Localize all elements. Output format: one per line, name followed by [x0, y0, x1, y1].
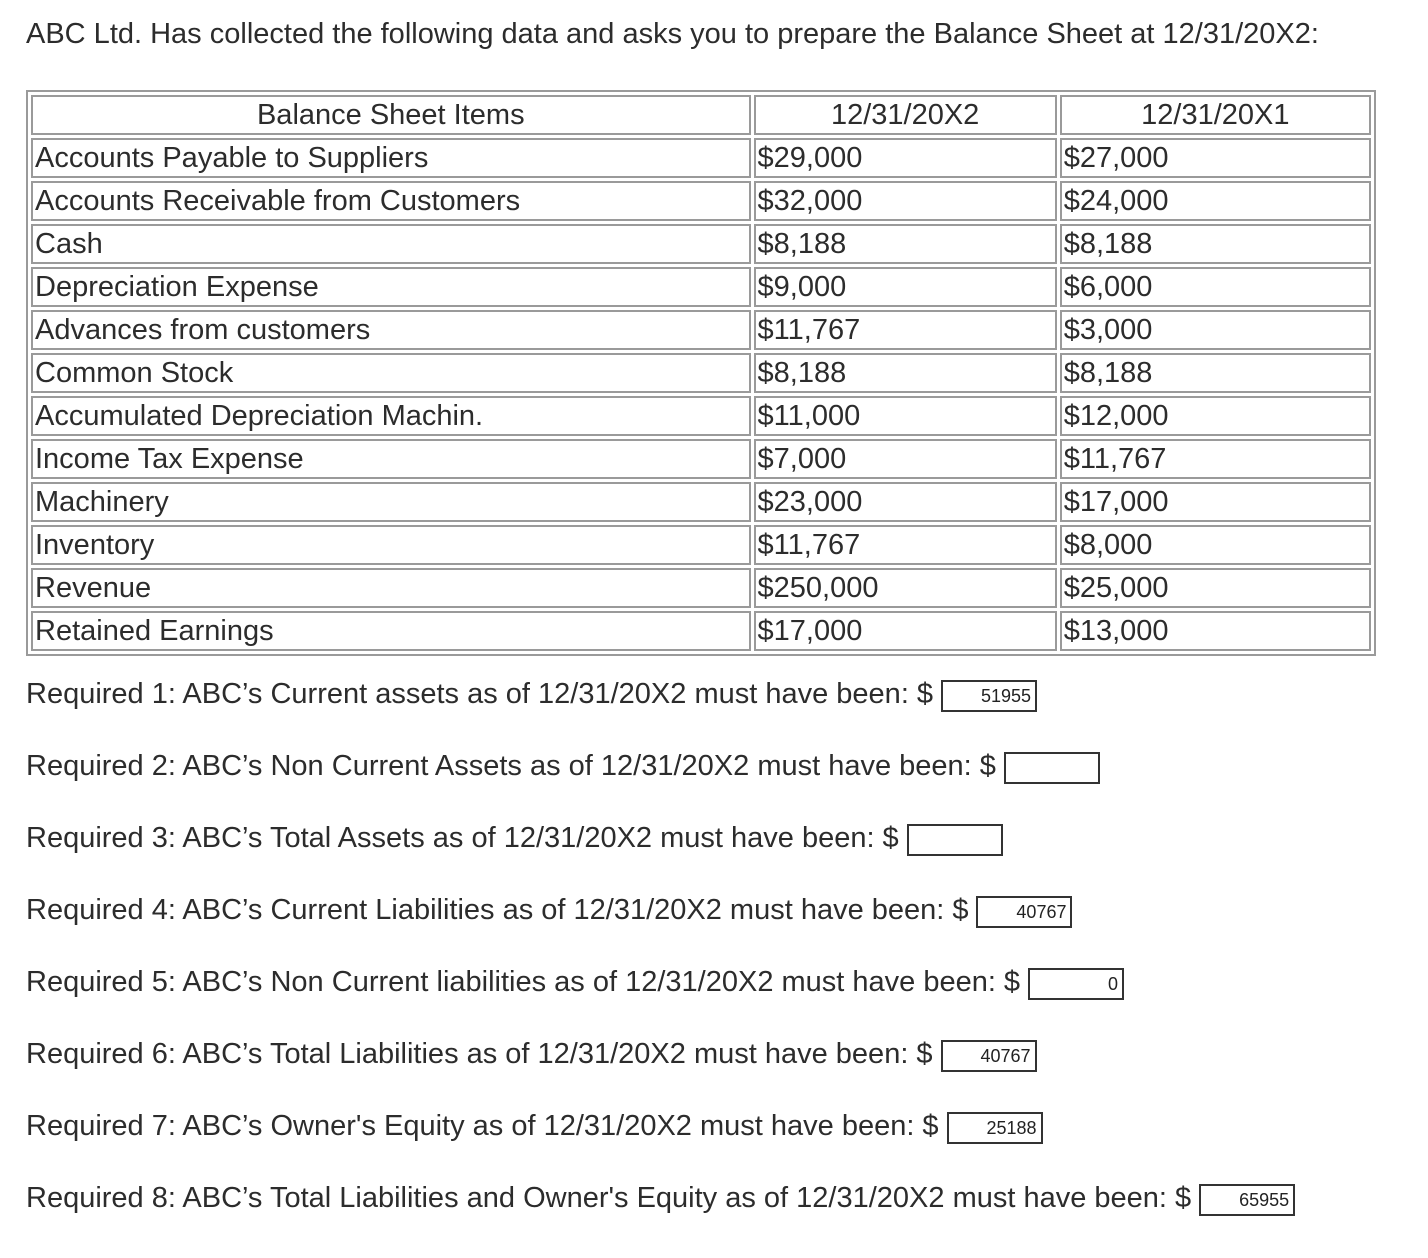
table-row — [31, 138, 1371, 178]
required-8-row — [26, 1176, 1295, 1248]
table-row — [31, 181, 1371, 221]
item-name: Accumulated Depreciation Machin. — [31, 396, 751, 436]
value-20x2: $32,000 — [754, 181, 1057, 221]
value-20x2: $11,000 — [754, 396, 1057, 436]
required-8-label: Required 8: ABC’s Total Liabilities and Owner's Equity as of 12/31/20X2 must have been: — [26, 1182, 1167, 1214]
value-20x1: $25,000 — [1060, 568, 1371, 608]
value-20x1: $12,000 — [1060, 396, 1371, 436]
required-4-label: Required 4: ABC’s Current Liabilities as of 12/31/20X2 must have been: — [26, 894, 945, 926]
dollar-sign: $ — [1174, 1182, 1192, 1214]
required-6-label: Required 6: ABC’s Total Liabilities as of 12/31/20X2 must have been: — [26, 1038, 909, 1070]
value-20x1: $8,188 — [1060, 353, 1371, 393]
required-1-answer-input[interactable]: 51955 — [941, 680, 1037, 712]
value-20x1: $6,000 — [1060, 267, 1371, 307]
dollar-sign: $ — [922, 1110, 939, 1142]
value-20x2: $8,188 — [754, 224, 1057, 264]
value-20x2: $11,767 — [754, 525, 1057, 565]
table-row — [31, 353, 1371, 393]
header-12-31-20x2: 12/31/20X2 — [754, 95, 1057, 135]
required-5-row — [26, 960, 1295, 1032]
required-8-answer-input[interactable]: 65955 — [1199, 1184, 1295, 1216]
value-20x1: $8,188 — [1060, 224, 1371, 264]
required-6-row — [26, 1032, 1295, 1104]
value-20x1: $27,000 — [1060, 138, 1371, 178]
required-1-label: Required 1: ABC’s Current assets as of 12/31/20X2 must have been: — [26, 678, 909, 710]
required-7-answer-input[interactable]: 25188 — [947, 1112, 1043, 1144]
intro-text: ABC Ltd. Has collected the following data and asks you to prepare the Balance Sheet at 12/31/20X2: — [26, 18, 1319, 50]
table-row — [31, 224, 1371, 264]
value-20x1: $3,000 — [1060, 310, 1371, 350]
required-2-answer-input[interactable] — [1004, 752, 1100, 784]
item-name: Machinery — [31, 482, 751, 522]
value-20x2: $29,000 — [754, 138, 1057, 178]
value-20x2: $8,188 — [754, 353, 1057, 393]
value-20x1: $8,000 — [1060, 525, 1371, 565]
table-row — [31, 611, 1371, 651]
required-7-label: Required 7: ABC’s Owner's Equity as of 12/31/20X2 must have been: — [26, 1110, 915, 1142]
required-5-label: Required 5: ABC’s Non Current liabilities as of 12/31/20X2 must have been: — [26, 966, 996, 998]
table-header-row — [31, 95, 1371, 135]
value-20x2: $250,000 — [754, 568, 1057, 608]
value-20x1: $24,000 — [1060, 181, 1371, 221]
dollar-sign: $ — [916, 678, 934, 710]
dollar-sign: $ — [1003, 966, 1021, 998]
dollar-sign: $ — [979, 750, 996, 782]
table-row — [31, 267, 1371, 307]
balance-sheet-table — [26, 90, 1376, 656]
item-name: Inventory — [31, 525, 751, 565]
required-2-label: Required 2: ABC’s Non Current Assets as of 12/31/20X2 must have been: — [26, 750, 972, 782]
required-1-row — [26, 672, 1295, 744]
required-3-label: Required 3: ABC’s Total Assets as of 12/31/20X2 must have been: — [26, 822, 875, 854]
table-row — [31, 439, 1371, 479]
item-name: Revenue — [31, 568, 751, 608]
item-name: Common Stock — [31, 353, 751, 393]
table-row — [31, 525, 1371, 565]
table-row — [31, 568, 1371, 608]
header-balance-sheet-items: Balance Sheet Items — [31, 95, 751, 135]
required-questions — [26, 672, 1295, 1248]
required-5-answer-input[interactable]: 0 — [1028, 968, 1124, 1000]
value-20x2: $17,000 — [754, 611, 1057, 651]
header-12-31-20x1: 12/31/20X1 — [1060, 95, 1371, 135]
item-name: Accounts Receivable from Customers — [31, 181, 751, 221]
table-row — [31, 396, 1371, 436]
required-4-row — [26, 888, 1295, 960]
required-3-answer-input[interactable] — [907, 824, 1003, 856]
value-20x2: $9,000 — [754, 267, 1057, 307]
value-20x2: $11,767 — [754, 310, 1057, 350]
required-6-answer-input[interactable]: 40767 — [941, 1040, 1037, 1072]
item-name: Income Tax Expense — [31, 439, 751, 479]
item-name: Retained Earnings — [31, 611, 751, 651]
table-row — [31, 310, 1371, 350]
dollar-sign: $ — [952, 894, 969, 926]
item-name: Cash — [31, 224, 751, 264]
value-20x2: $7,000 — [754, 439, 1057, 479]
required-2-row — [26, 744, 1295, 816]
dollar-sign: $ — [916, 1038, 933, 1070]
dollar-sign: $ — [882, 822, 899, 854]
item-name: Accounts Payable to Suppliers — [31, 138, 751, 178]
value-20x1: $11,767 — [1060, 439, 1371, 479]
required-3-row — [26, 816, 1295, 888]
item-name: Advances from customers — [31, 310, 751, 350]
value-20x1: $17,000 — [1060, 482, 1371, 522]
item-name: Depreciation Expense — [31, 267, 751, 307]
table-row — [31, 482, 1371, 522]
value-20x1: $13,000 — [1060, 611, 1371, 651]
required-7-row — [26, 1104, 1295, 1176]
value-20x2: $23,000 — [754, 482, 1057, 522]
required-4-answer-input[interactable]: 40767 — [976, 896, 1072, 928]
